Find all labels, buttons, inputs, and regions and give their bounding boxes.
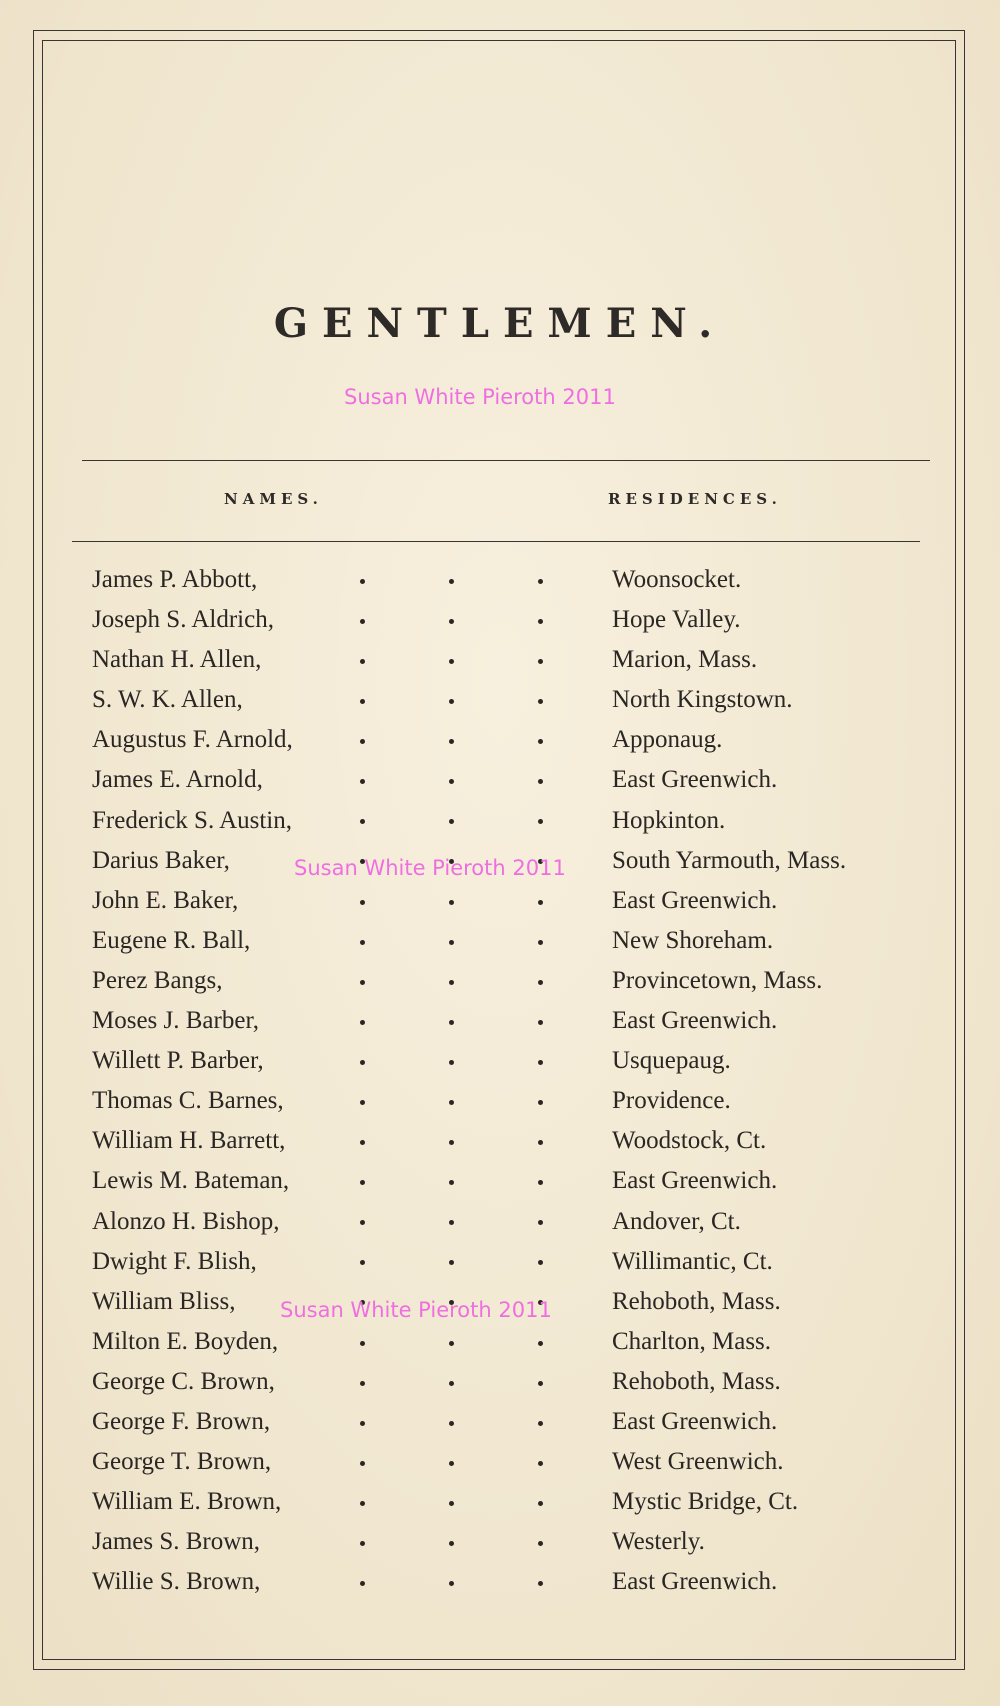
list-item <box>0 720 1000 760</box>
leader-dot <box>360 1581 365 1586</box>
leader-dot <box>538 1220 543 1225</box>
list-item <box>0 961 1000 1001</box>
leader-dot <box>538 980 543 985</box>
leader-dot <box>538 1341 543 1346</box>
leader-dot <box>360 1140 365 1145</box>
leader-dot <box>360 1341 365 1346</box>
leader-dot <box>449 1381 454 1386</box>
dot-leader <box>360 720 580 760</box>
person-name: Joseph S. Aldrich, <box>92 606 274 634</box>
list-item <box>0 600 1000 640</box>
leader-dot <box>360 1260 365 1265</box>
top-rule <box>82 460 930 461</box>
person-name: Dwight F. Blish, <box>92 1247 257 1275</box>
leader-dot <box>449 980 454 985</box>
dot-leader <box>360 1202 580 1242</box>
residence: East Greenwich. <box>612 886 778 914</box>
leader-dot <box>360 1100 365 1105</box>
person-name: George F. Brown, <box>92 1407 271 1435</box>
list-item <box>0 1121 1000 1161</box>
list-item <box>0 640 1000 680</box>
leader-dot <box>360 579 365 584</box>
leader-dot <box>449 900 454 905</box>
list-item <box>0 1562 1000 1602</box>
list-item <box>0 1322 1000 1362</box>
watermark-middle: Susan White Pieroth 2011 <box>294 856 566 880</box>
list-item <box>0 881 1000 921</box>
residence: Rehoboth, Mass. <box>612 1367 781 1395</box>
leader-dot <box>449 579 454 584</box>
dot-leader <box>360 881 580 921</box>
dot-leader <box>360 1121 580 1161</box>
leader-dot <box>449 1140 454 1145</box>
dot-leader <box>360 560 580 600</box>
leader-dot <box>449 1220 454 1225</box>
residence: Hope Valley. <box>612 606 741 634</box>
names-column-header: NAMES. <box>224 490 323 508</box>
list-item <box>0 760 1000 800</box>
leader-dot <box>449 1421 454 1426</box>
list-item <box>0 1522 1000 1562</box>
list-item <box>0 801 1000 841</box>
residence: West Greenwich. <box>612 1448 784 1476</box>
leader-dot <box>538 1501 543 1506</box>
leader-dot <box>360 619 365 624</box>
dot-leader <box>360 1161 580 1201</box>
residence: Westerly. <box>612 1528 705 1556</box>
leader-dot <box>449 1100 454 1105</box>
person-name: Moses J. Barber, <box>92 1007 260 1035</box>
dot-leader <box>360 680 580 720</box>
leader-dot <box>538 659 543 664</box>
leader-dot <box>360 739 365 744</box>
leader-dot <box>449 1501 454 1506</box>
dot-leader <box>360 801 580 841</box>
residence: Hopkinton. <box>612 806 726 834</box>
leader-dot <box>449 1260 454 1265</box>
person-name: Lewis M. Bateman, <box>92 1167 290 1195</box>
dot-leader <box>360 600 580 640</box>
leader-dot <box>538 1060 543 1065</box>
list-item <box>0 1482 1000 1522</box>
residence: Willimantic, Ct. <box>612 1247 773 1275</box>
leader-dot <box>449 1341 454 1346</box>
dot-leader <box>360 1242 580 1282</box>
leader-dot <box>449 1581 454 1586</box>
dot-leader <box>360 1482 580 1522</box>
leader-dot <box>360 980 365 985</box>
list-item <box>0 1081 1000 1121</box>
list-item <box>0 1362 1000 1402</box>
leader-dot <box>360 900 365 905</box>
leader-dot <box>538 940 543 945</box>
leader-dot <box>449 1020 454 1025</box>
residence: South Yarmouth, Mass. <box>612 846 847 874</box>
dot-leader <box>360 760 580 800</box>
person-name: Eugene R. Ball, <box>92 926 251 954</box>
person-name: Alonzo H. Bishop, <box>92 1207 280 1235</box>
leader-dot <box>538 1461 543 1466</box>
dot-leader <box>360 640 580 680</box>
leader-dot <box>538 1541 543 1546</box>
residence: Woodstock, Ct. <box>612 1127 767 1155</box>
list-item <box>0 560 1000 600</box>
person-name: Perez Bangs, <box>92 966 223 994</box>
person-name: Thomas C. Barnes, <box>92 1087 284 1115</box>
leader-dot <box>360 819 365 824</box>
residence: Mystic Bridge, Ct. <box>612 1488 799 1516</box>
person-name: Milton E. Boyden, <box>92 1327 279 1355</box>
list-item <box>0 1041 1000 1081</box>
person-name: James P. Abbott, <box>92 566 258 593</box>
page-title: GENTLEMEN. <box>273 300 727 347</box>
leader-dot <box>449 619 454 624</box>
leader-dot <box>360 1180 365 1185</box>
leader-dot <box>360 1060 365 1065</box>
dot-leader <box>360 1402 580 1442</box>
leader-dot <box>538 619 543 624</box>
person-name: S. W. K. Allen, <box>92 686 243 714</box>
residences-column-header: RESIDENCES. <box>608 490 782 508</box>
list-item <box>0 921 1000 961</box>
leader-dot <box>449 1180 454 1185</box>
person-name: George T. Brown, <box>92 1448 272 1476</box>
residence: Providence. <box>612 1087 731 1115</box>
dot-leader <box>360 1001 580 1041</box>
leader-dot <box>449 659 454 664</box>
list-item <box>0 1242 1000 1282</box>
leader-dot <box>538 1421 543 1426</box>
watermark-bottom: Susan White Pieroth 2011 <box>280 1298 552 1322</box>
person-name: Darius Baker, <box>92 846 230 874</box>
residence: East Greenwich. <box>612 1568 778 1596</box>
leader-dot <box>449 699 454 704</box>
leader-dot <box>538 579 543 584</box>
leader-dot <box>449 1461 454 1466</box>
dot-leader <box>360 961 580 1001</box>
dot-leader <box>360 1522 580 1562</box>
residence: Woonsocket. <box>612 566 742 593</box>
person-name: Nathan H. Allen, <box>92 646 262 674</box>
dot-leader <box>360 1362 580 1402</box>
residence: Apponaug. <box>612 726 723 754</box>
residence: Marion, Mass. <box>612 646 758 674</box>
list-item <box>0 1001 1000 1041</box>
residence: East Greenwich. <box>612 1167 778 1195</box>
leader-dot <box>360 1461 365 1466</box>
dot-leader <box>360 921 580 961</box>
list-item <box>0 1161 1000 1201</box>
leader-dot <box>360 699 365 704</box>
person-name: George C. Brown, <box>92 1367 275 1395</box>
residence: East Greenwich. <box>612 1407 778 1435</box>
leader-dot <box>538 1180 543 1185</box>
leader-dot <box>449 1060 454 1065</box>
person-name: Willie S. Brown, <box>92 1568 261 1596</box>
residence: Provincetown, Mass. <box>612 966 823 994</box>
leader-dot <box>538 900 543 905</box>
leader-dot <box>538 1260 543 1265</box>
header-rule <box>72 541 920 542</box>
residence: Rehoboth, Mass. <box>612 1287 781 1315</box>
leader-dot <box>538 819 543 824</box>
leader-dot <box>360 1541 365 1546</box>
leader-dot <box>449 739 454 744</box>
person-name: Frederick S. Austin, <box>92 806 292 834</box>
person-name: John E. Baker, <box>92 886 239 914</box>
residence: New Shoreham. <box>612 926 774 954</box>
list-item <box>0 1442 1000 1482</box>
roster-list <box>0 560 1000 1602</box>
leader-dot <box>538 779 543 784</box>
residence: Andover, Ct. <box>612 1207 741 1235</box>
leader-dot <box>360 1220 365 1225</box>
watermark-top: Susan White Pieroth 2011 <box>344 385 616 409</box>
person-name: Willett P. Barber, <box>92 1047 264 1075</box>
person-name: William H. Barrett, <box>92 1127 286 1155</box>
leader-dot <box>538 699 543 704</box>
leader-dot <box>360 779 365 784</box>
leader-dot <box>538 1140 543 1145</box>
dot-leader <box>360 1442 580 1482</box>
leader-dot <box>538 739 543 744</box>
leader-dot <box>360 1381 365 1386</box>
residence: North Kingstown. <box>612 686 793 714</box>
leader-dot <box>360 940 365 945</box>
person-name: James S. Brown, <box>92 1528 261 1556</box>
leader-dot <box>538 1100 543 1105</box>
dot-leader <box>360 1041 580 1081</box>
dot-leader <box>360 1081 580 1121</box>
dot-leader <box>360 1322 580 1362</box>
leader-dot <box>538 1581 543 1586</box>
person-name: William Bliss, <box>92 1287 236 1315</box>
person-name: Augustus F. Arnold, <box>92 726 293 754</box>
residence: East Greenwich. <box>612 766 778 794</box>
leader-dot <box>538 1020 543 1025</box>
leader-dot <box>360 1020 365 1025</box>
residence: Usquepaug. <box>612 1047 731 1075</box>
leader-dot <box>360 1501 365 1506</box>
leader-dot <box>449 940 454 945</box>
list-item <box>0 1402 1000 1442</box>
dot-leader <box>360 1562 580 1602</box>
residence: Charlton, Mass. <box>612 1327 772 1355</box>
list-item <box>0 680 1000 720</box>
residence: East Greenwich. <box>612 1007 778 1035</box>
leader-dot <box>449 779 454 784</box>
list-item <box>0 1202 1000 1242</box>
leader-dot <box>360 1421 365 1426</box>
leader-dot <box>360 659 365 664</box>
person-name: James E. Arnold, <box>92 766 263 794</box>
person-name: William E. Brown, <box>92 1488 282 1516</box>
leader-dot <box>538 1381 543 1386</box>
leader-dot <box>449 819 454 824</box>
leader-dot <box>449 1541 454 1546</box>
